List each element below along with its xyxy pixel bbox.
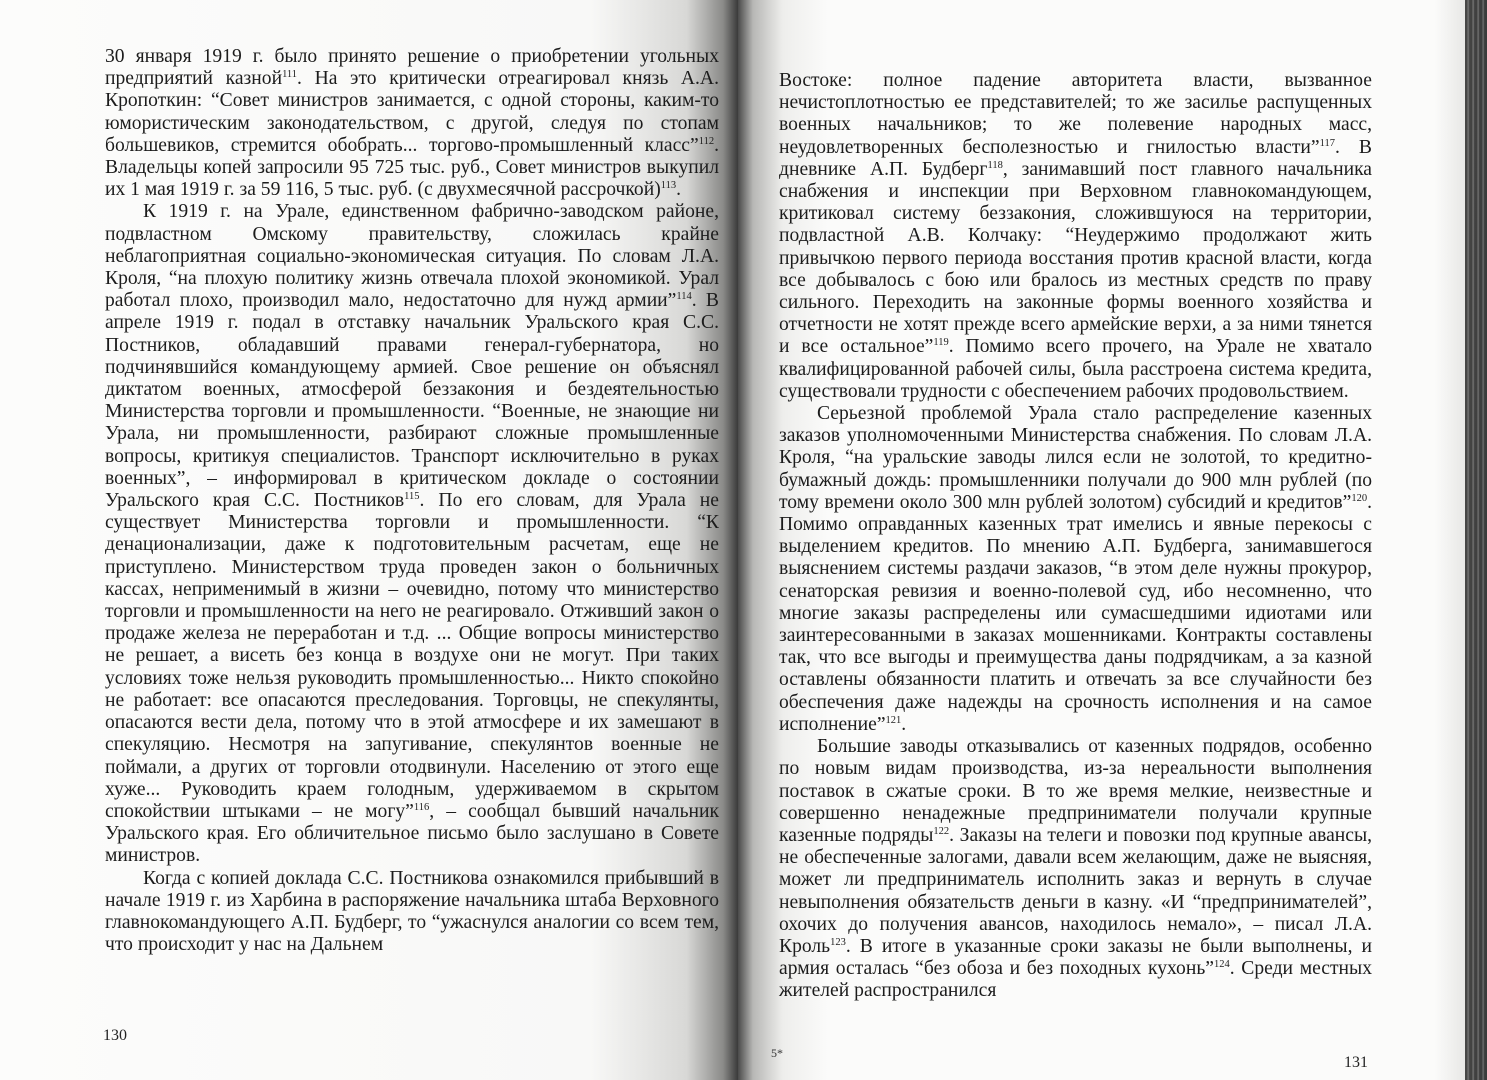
text-run: . (676, 179, 682, 201)
paragraph (779, 403, 1372, 736)
footnote-ref: 114 (676, 291, 692, 303)
footnote-ref: 121 (885, 714, 902, 726)
right-page-text (779, 70, 1372, 1003)
footnote-ref: 117 (1319, 137, 1335, 149)
text-run: 30 января 1919 г. было принято решение о приобретении угольных предприятий казной (105, 46, 719, 90)
text-run: . (901, 713, 907, 735)
text-run: Востоке: полное падение авторитета власти, вызванное нечистоплотностью ее представителей; то же засилье распущенных военных начальников; то же полевение народных масс, неудовлетворенных бесполезностью и гнилостью власти” (779, 70, 1372, 158)
page-number-left: 130 (103, 1027, 127, 1044)
signature-mark: 5* (771, 1046, 783, 1060)
paragraph (105, 201, 719, 867)
text-run: . Заказы на телеги и повозки под крупные авансы, не обеспеченные залогами, давали всем желающим, даже не выясняя, может ли предприниматель исполнить заказ и вернуть в случае невыполнения обязательств деньги в казну. «И “предпринимателей”, охочих до получения авансов, находилось немало», – писал Л.А. Кроль (779, 824, 1373, 957)
footnote-ref: 113 (660, 180, 677, 192)
left-page (0, 0, 738, 1080)
footnote-ref: 115 (404, 491, 420, 503)
text-run: . В дневнике А.П. Будберг (779, 136, 1372, 180)
text-run: . По его словам, для Урала не существует Министерства торговли и промышленности. “К денационализации, даже к подготовительным расчетам, еще не приступлено. Министерством труда проведен закон о больничных кассах, неприменимый в жизни – очевидно, потому что министерство торговли и промышленности на него не реагировало. Отживший закон о продаже железа не переработан и т.д. ... Общие вопросы министерство не решает, а висеть без конца в воздухе они не могут. При таких условиях тоже нельзя руководить промышленностью... Никто спокойно не работает: все опасаются преследования. Торговцы, не спекулянты, опасаются вести дела, потому что в этой атмосфере и их замешают в спекуляцию. Несмотря на запугивание, спекулянтов военные не поймали, а других от торговли отодвинули. Населению от этого еще хуже... Руководить краем голодным, удерживаемом в скрытом спокойствии штыками – не могу” (105, 490, 719, 822)
page-edge-shadow (1465, 0, 1487, 1080)
text-run: , занимавший пост главного начальника снабжения и инспекции при Верховном главнокомандующем, критиковал систему беззакония, сложившуюся на территории, подвластной А.В. Колчаку: “Неудержимо продолжают жить привычкою первого периода восстания против красной власти, когда все добывалось с бою или бралось из местных средств по праву сильного. Переходить на законные формы военного хозяйства и отчетности не хотят прежде всего армейские верхи, а за ними тянется и все остальное” (779, 158, 1372, 358)
text-run: К 1919 г. на Урале, единственном фабрично-заводском районе, подвластном Омскому правительству, сложилась крайне неблагоприятная социально-экономическая ситуация. По словам Л.А. Кроля, “на плохую политику жизнь отвечала плохой экономикой. Урал работал плохо, производил мало, недостаточно для нужд армии” (105, 201, 719, 312)
left-page-text (105, 46, 719, 956)
text-run: . В итоге в указанные сроки заказы не были выполнены, и армия осталась “без обоза и без походных кухонь” (779, 935, 1372, 980)
paragraph (105, 46, 719, 201)
text-run: . Помимо всего прочего, на Урале не хватало квалифицированной рабочей силы, была расстроена система кредита, существовали трудности с обеспечением рабочих продовольствием. (779, 336, 1372, 402)
text-run: . Владельцы копей запросили 95 725 тыс. руб., Совет министров выкупил их 1 мая 1919 г. за 59 116, 5 тыс. руб. (с двухмесячной рассрочкой) (105, 134, 719, 201)
footnote-ref: 124 (1213, 959, 1230, 971)
footnote-ref: 112 (698, 135, 715, 147)
footnote-ref: 116 (413, 801, 430, 813)
right-page (738, 0, 1487, 1080)
text-run: Серьезной проблемой Урала стало распределение казенных заказов уполномоченными Министерства снабжения. По словам Л.А. Кроля, “на уральские заводы лился если не золотой, то кредитно-бумажный дождь: промышленники получали до 900 млн рублей (по тому времени около 300 млн рублей золотом) субсидий и кредитов” (779, 403, 1372, 513)
footnote-ref: 119 (933, 337, 949, 349)
page-number-right: 131 (1344, 1054, 1368, 1071)
text-run: . В апреле 1919 г. подал в отставку начальник Уральского края С.С. Постников, обладавший правами генерал-губернатора, но подчинявшийся командующему армией. Свое решение он объяснял диктатом военных, атмосферой беззакония и бездеятельностью Министерства торговли и промышленности. “Военные, не знающие ни Урала, ни промышленности, разбирают сложные промышленные вопросы, критикуя специалистов. Транспорт исключительно в руках военных”, – информировал в критическом докладе о состоянии Уральского края С.С. Постников (105, 290, 719, 512)
footnote-ref: 122 (933, 825, 950, 837)
text-run: . На это критически отреагировал князь А.А. Кропоткин: “Совет министров занимается, с одной стороны, каким-то юмористическим законодательством, с другой, следуя по стопам большевиков, стремится обобрать... торгово-промышленный класс” (105, 68, 719, 156)
paragraph (779, 70, 1372, 403)
text-run: . Среди местных жителей распространился (779, 958, 1372, 1002)
paragraph (105, 868, 719, 957)
text-run: . Помимо оправданных казенных трат имелись и явные перекосы с выделением кредитов. По мнению А.П. Будберга, занимавшегося выяснением системы раздачи заказов, “в этом деле нужны прокурор, сенаторская ревизия и военно-полевой суд, ибо несомненно, что многие заказы распределены или сумасшедшими идиотами или заинтересованными в заказах мошенниками. Контракты составлены так, что все выгоды и преимущества даны подрядчикам, а за казной оставлены обязанности платить и отвечать за все случайности без обеспечения даже надежды на срочность исполнения и на самое исполнение” (779, 491, 1372, 735)
text-run: , – сообщал бывший начальник Уральского края. Его обличительное письмо было заслушано в Совете министров. (105, 800, 719, 867)
paragraph (779, 736, 1372, 1002)
text-run: Большие заводы отказывались от казенных подрядов, особенно по новым видам производства, из-за нереальности выполнения поставок в сжатые сроки. В то же время мелкие, неизвестные и совершенно ненадежные предприниматели получали крупные казенные подряды (779, 736, 1372, 846)
footnote-ref: 123 (830, 936, 846, 948)
footnote-ref: 111 (282, 69, 298, 81)
footnote-ref: 120 (1351, 492, 1368, 504)
footnote-ref: 118 (987, 159, 1003, 171)
text-run: Когда с копией доклада С.С. Постникова ознакомился прибывший в начале 1919 г. из Харбина в распоряжение начальника штаба Верховного главнокомандующего А.П. Будберг, то “ужаснулся аналогии со всем тем, что происходит у нас на Дальнем (105, 867, 719, 956)
